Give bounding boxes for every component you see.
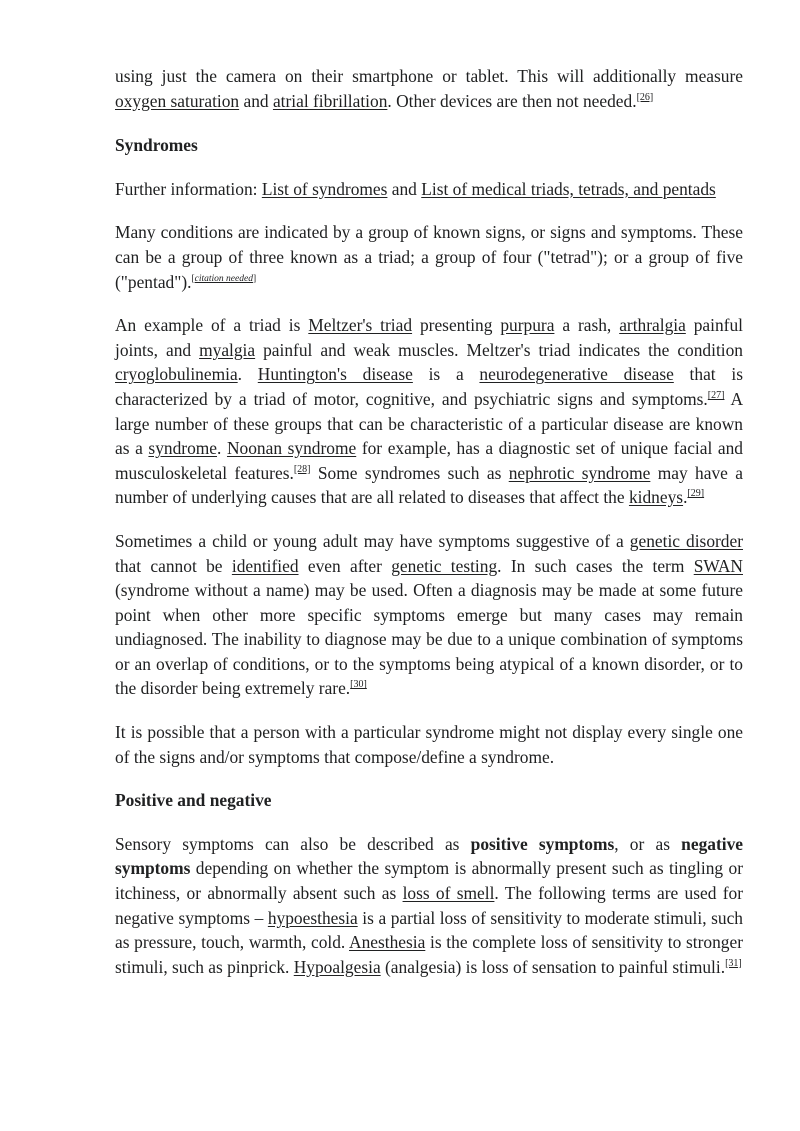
- text: Sensory symptoms can also be described as: [115, 833, 471, 854]
- text: and: [239, 90, 273, 111]
- link-list-of-medical-triads[interactable]: List of medical triads, tetrads, and pentads: [421, 178, 716, 199]
- text: for example, has a diagnostic set of unique facial and musculoskeletal features.: [115, 438, 743, 483]
- link-genetic-disorder[interactable]: genetic disorder: [629, 530, 744, 551]
- reference-link-30[interactable]: [30]: [350, 679, 367, 691]
- text: using just the camera on their smartphone or tablet. This will additionally measure: [115, 66, 743, 86]
- citation-needed: [191, 274, 256, 284]
- link-kidneys[interactable]: kidneys: [628, 487, 684, 508]
- text: that is characterized by a triad of motor, cognitive, and psychiatric signs and symptoms.: [115, 364, 743, 409]
- text: painful joints, and: [115, 315, 743, 360]
- reference-31: [725, 958, 742, 969]
- reference-30: [350, 679, 367, 690]
- reference-29: [687, 488, 704, 499]
- link-hypoesthesia[interactable]: hypoesthesia: [267, 907, 358, 928]
- text: and: [387, 178, 422, 199]
- reference-link-26[interactable]: [26]: [636, 91, 654, 103]
- link-atrial-fibrillation[interactable]: atrial fibrillation: [272, 90, 388, 111]
- reference-link-28[interactable]: [28]: [293, 463, 311, 475]
- heading-syndromes: Syndromes: [115, 135, 198, 156]
- text: (syndrome without a name) may be used. Often a diagnosis may be made at some future point when other more specific symptoms emerge but many cases may remain undiagnosed. The inability to diagnose may be due to a unique combination of symptoms or an overlap of conditions, or to the symptoms being atypical of a known disorder, or to the disorder being extremely rare.: [115, 580, 743, 699]
- text: . Other devices are then not needed.: [387, 90, 637, 111]
- paragraph-syndrome-display: It is possible that a person with a particular syndrome might not display every single one of the signs and/or symptoms that compose/define a syndrome.: [115, 722, 743, 767]
- link-syndrome[interactable]: syndrome: [148, 438, 218, 459]
- paragraph-measurement-devices: [115, 64, 743, 113]
- text: . In such cases the term: [497, 555, 694, 576]
- text: is a partial loss of sensitivity to moderate stimuli, such as pressure, touch, warmth, cold.: [115, 907, 743, 953]
- term-negative-symptoms: negative symptoms: [115, 833, 743, 879]
- link-noonan-syndrome[interactable]: Noonan syndrome: [226, 438, 357, 459]
- paragraph-triad-example: [115, 313, 743, 510]
- link-oxygen-saturation[interactable]: oxygen saturation: [115, 90, 240, 111]
- article-page: [115, 64, 743, 998]
- text: even after: [298, 555, 392, 576]
- text: depending on whether the symptom is abnormally present such as tingling or itchiness, or abnormally absent such as: [115, 858, 743, 904]
- link-nephrotic-syndrome[interactable]: nephrotic syndrome: [508, 462, 651, 483]
- text: . The following terms are used for negative symptoms –: [115, 883, 744, 928]
- text: presenting: [412, 315, 501, 336]
- reference-link-27[interactable]: [27]: [707, 389, 725, 401]
- text: Sometimes a child or young adult may have symptoms suggestive of a: [115, 530, 630, 551]
- text: A large number of these groups that can be characteristic of a particular disease are known as a: [115, 388, 744, 459]
- text: Some syndromes such as: [310, 462, 509, 483]
- heading-positive-and-negative: Positive and negative: [115, 790, 272, 811]
- link-swan[interactable]: SWAN: [693, 555, 743, 576]
- text: .: [683, 487, 688, 508]
- text: Further information:: [115, 178, 262, 199]
- link-purpura[interactable]: purpura: [500, 315, 555, 336]
- text: An example of a triad is: [115, 315, 309, 336]
- link-loss-of-smell[interactable]: loss of smell: [402, 883, 495, 904]
- reference-27: [708, 390, 725, 401]
- reference-28: [294, 464, 311, 475]
- link-meltzers-triad[interactable]: Meltzer's triad: [308, 315, 413, 336]
- text: , or as: [614, 833, 682, 854]
- link-myalgia[interactable]: myalgia: [199, 339, 256, 360]
- text: is a: [412, 364, 480, 385]
- paragraph-sensory-symptoms: [115, 832, 743, 980]
- link-huntingtons-disease[interactable]: Huntington's disease: [257, 364, 413, 385]
- term-positive-symptoms: positive symptoms: [470, 833, 615, 854]
- text: a rash,: [554, 315, 620, 336]
- reference-26: [637, 92, 654, 103]
- link-identified[interactable]: identified: [231, 555, 299, 576]
- text: .: [217, 438, 227, 459]
- text: that cannot be: [115, 555, 232, 576]
- link-arthralgia[interactable]: arthralgia: [619, 315, 686, 336]
- link-genetic-testing[interactable]: genetic testing: [391, 555, 498, 576]
- bracket: [: [191, 273, 195, 284]
- text: is the complete loss of sensitivity to stronger stimuli, such as pinprick.: [115, 932, 743, 977]
- reference-link-31[interactable]: [31]: [725, 957, 742, 969]
- paragraph-swan: [115, 529, 743, 701]
- text: may have a number of underlying causes that are all related to diseases that affect the: [115, 462, 743, 508]
- bracket: ]: [252, 273, 257, 284]
- link-list-of-syndromes[interactable]: List of syndromes: [261, 178, 388, 199]
- further-information: [115, 177, 743, 202]
- reference-link-29[interactable]: [29]: [687, 488, 705, 500]
- citation-needed-link[interactable]: citation needed: [194, 273, 253, 284]
- link-anesthesia[interactable]: Anesthesia: [349, 932, 426, 953]
- link-cryoglobulinemia[interactable]: cryoglobulinemia: [115, 364, 238, 385]
- link-neurodegenerative-disease[interactable]: neurodegenerative disease: [479, 364, 674, 385]
- text: Many conditions are indicated by a group of known signs, or signs and symptoms. These can be a group of three known as a triad; a group of four ("tetrad"); or a group of five ("pentad").: [115, 222, 743, 292]
- link-hypoalgesia[interactable]: Hypoalgesia: [293, 956, 381, 977]
- paragraph-conditions-groups: [115, 220, 743, 294]
- text: .: [237, 364, 258, 385]
- text: painful and weak muscles. Meltzer's triad indicates the condition: [255, 339, 744, 360]
- text: (analgesia) is loss of sensation to painful stimuli.: [380, 956, 726, 977]
